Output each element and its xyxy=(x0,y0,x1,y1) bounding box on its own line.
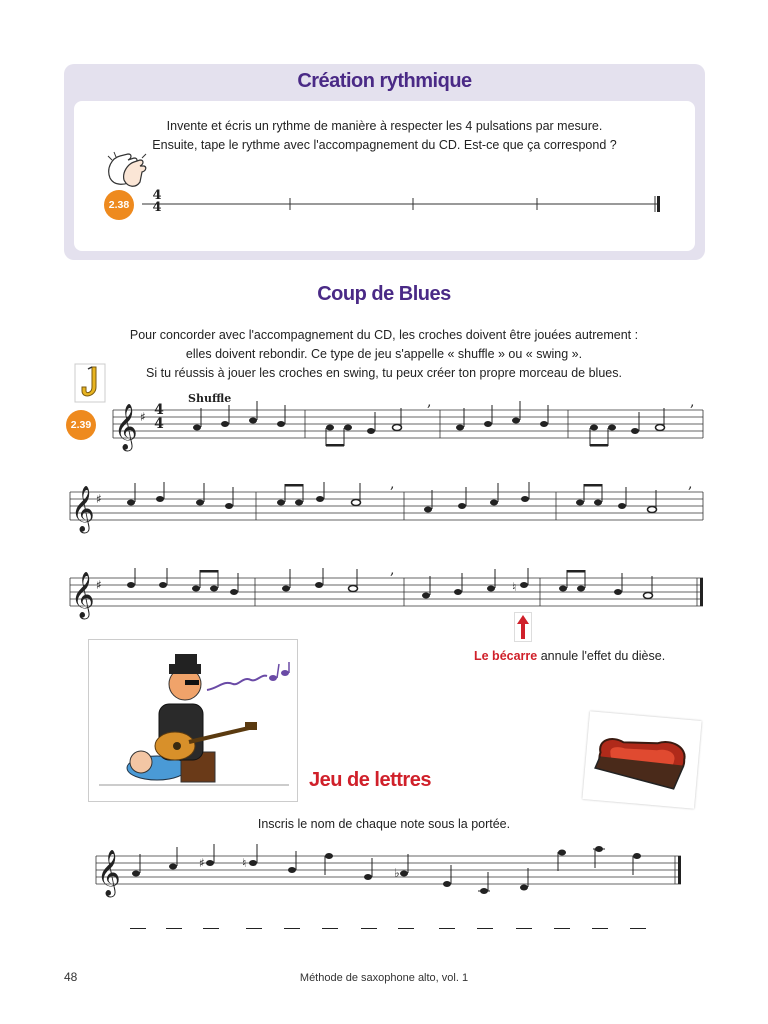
guitarist-drawing-icon xyxy=(89,640,297,801)
natural-description: annule l'effet du dièse. xyxy=(537,649,666,663)
guitar-case-icon xyxy=(582,711,701,808)
svg-text:♭: ♭ xyxy=(394,866,400,880)
guitarist-illustration xyxy=(88,639,298,802)
blues-staff-1 xyxy=(0,400,768,460)
svg-text:♮: ♮ xyxy=(512,580,517,594)
svg-text:♮: ♮ xyxy=(242,856,247,870)
book-title: Méthode de saxophone alto, vol. 1 xyxy=(299,972,469,984)
svg-text:♯: ♯ xyxy=(140,410,146,424)
saxophone-icon xyxy=(74,363,106,403)
guitar-case-illustration xyxy=(582,711,701,808)
answer-blank[interactable] xyxy=(592,928,608,929)
svg-text:𝄞: 𝄞 xyxy=(97,850,121,896)
answer-blank[interactable] xyxy=(554,928,570,929)
svg-text:,: , xyxy=(690,400,695,410)
blues-time-signature xyxy=(154,403,164,431)
natural-arrow-icon xyxy=(514,612,532,642)
rhythm-instruction-line1: Invente et écris un rythme de manière à respecter les 4 pulsations par mesure. xyxy=(166,119,603,133)
answer-blank[interactable] xyxy=(630,928,646,929)
answer-blank[interactable] xyxy=(130,928,146,929)
svg-text:♯: ♯ xyxy=(96,492,102,506)
svg-text:,: , xyxy=(390,482,395,492)
blues-staff-2 xyxy=(0,482,768,542)
svg-text:,: , xyxy=(427,400,432,410)
answer-blank[interactable] xyxy=(246,928,262,929)
svg-text:𝄞: 𝄞 xyxy=(114,404,138,450)
answer-blank[interactable] xyxy=(439,928,455,929)
letters-staff xyxy=(0,840,768,906)
tempo-marking: Shuffle xyxy=(188,392,232,405)
answer-blank[interactable] xyxy=(361,928,377,929)
svg-text:♯: ♯ xyxy=(96,578,102,592)
track-badge-239: 2.39 xyxy=(66,410,96,440)
blues-text-line2: elles doivent rebondir. Ce type de jeu s'appelle « shuffle » ou « swing ». xyxy=(185,347,583,361)
answer-blank[interactable] xyxy=(284,928,300,929)
section-title-letters: Jeu de lettres xyxy=(309,769,431,791)
blues-staff-3 xyxy=(0,568,768,628)
svg-text:𝄞: 𝄞 xyxy=(71,486,95,532)
letters-instruction: Inscris le nom de chaque note sous la portée. xyxy=(257,817,511,831)
section-title-blues: Coup de Blues xyxy=(317,283,451,305)
svg-text:𝄞: 𝄞 xyxy=(71,572,95,618)
blues-text-line1: Pour concorder avec l'accompagnement du CD, les croches doivent être jouées autrement : xyxy=(129,328,639,342)
answer-blank[interactable] xyxy=(203,928,219,929)
time-signature-top: 4 xyxy=(152,188,162,203)
time-signature-bottom: 4 xyxy=(154,416,164,432)
time-signature-bottom: 4 xyxy=(152,200,162,215)
answer-blank[interactable] xyxy=(477,928,493,929)
page-number: 48 xyxy=(64,970,78,984)
clapping-hands-icon xyxy=(104,150,152,190)
svg-text:♯: ♯ xyxy=(199,856,205,870)
rhythm-time-signature xyxy=(152,190,162,214)
svg-text:,: , xyxy=(390,568,395,578)
rhythm-single-line-staff xyxy=(140,190,670,220)
section-title-rhythm: Création rythmique xyxy=(297,70,472,92)
natural-explanation xyxy=(474,649,665,663)
track-badge-238: 2.38 xyxy=(104,190,134,220)
answer-blank[interactable] xyxy=(322,928,338,929)
answer-blank[interactable] xyxy=(516,928,532,929)
time-signature-top: 4 xyxy=(154,402,164,418)
answer-blank[interactable] xyxy=(166,928,182,929)
rhythm-instruction-line2: Ensuite, tape le rythme avec l'accompagnement du CD. Est-ce que ça correspond ? xyxy=(152,138,617,152)
natural-term: Le bécarre xyxy=(474,649,538,663)
svg-text:,: , xyxy=(688,482,693,492)
answer-blank[interactable] xyxy=(398,928,414,929)
blues-text-line3: Si tu réussis à jouer les croches en swing, tu peux créer ton propre morceau de blues. xyxy=(146,366,622,380)
